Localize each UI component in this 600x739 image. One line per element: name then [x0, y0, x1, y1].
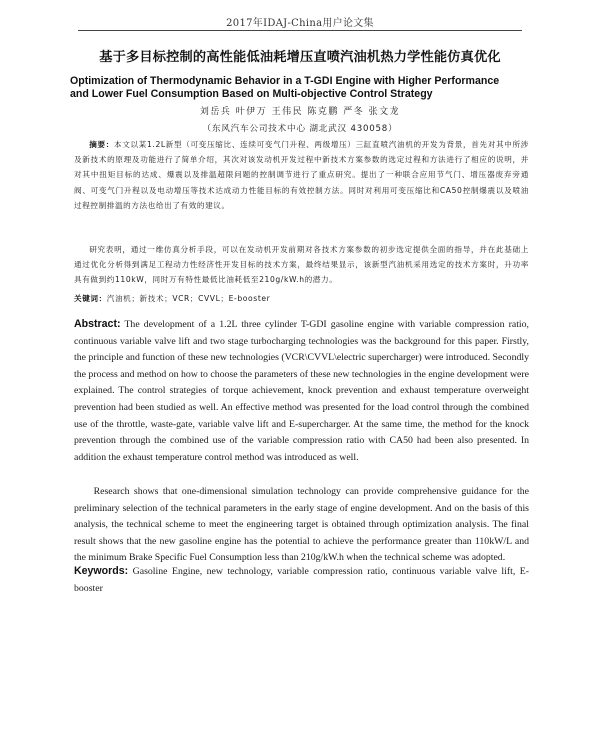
chinese-abstract-text: 本文以某1.2L新型（可变压缩比、连续可变气门升程、两级增压）三缸直喷汽油机的开发为背景，首先对其中所涉及新技术的原理及功能进行了简单介绍，其次对该发动机开发过程中新技术方案参数的选定过程和方法进行了相应的说明，并对其中扭矩目标的达成、爆震以及排温超限问题的控制调节进行了重点研究。提出了一种联合应用节气门、增压器废弃旁通阀、可变气门升程以及电动增压等技术达成动力性能目标的有效控制方法。同时对利用可变压缩比和CA50控制爆震以及喷油过程控制排温的方法也给出了有效的建议。: [74, 140, 529, 210]
chinese-keywords-label: 关键词：: [74, 294, 107, 303]
affiliation: （东风汽车公司技术中心 湖北武汉 430058）: [202, 124, 398, 134]
chinese-abstract: [74, 137, 529, 213]
english-title-line-2: and Lower Fuel Consumption Based on Multi-objective Control Strategy: [70, 88, 433, 100]
header-divider: [78, 30, 522, 31]
chinese-abstract-label: 摘要：: [89, 140, 114, 149]
english-title: [70, 75, 530, 101]
running-header: 2017年IDAJ-China用户论文集: [226, 18, 374, 29]
english-abstract-label: Abstract:: [74, 318, 121, 330]
english-research-paragraph: Research shows that one-dimensional simulation technology can provide comprehensive guidance for the preliminary selection of the technical parameters in the early stage of engine development. And on the basis of this analysis, the technical scheme to meet the engineering target is obtained through optimization analysis. The final result shows that the new gasoline engine has the potential to achieve the performance greater than 110kW/L and the minimum Brake Specific Fuel Consumption less than 210g/kW.h when the technical scheme was adopted.: [74, 486, 529, 564]
english-keywords: [74, 563, 529, 597]
chinese-keywords: [74, 291, 529, 306]
english-keywords-label: Keywords:: [74, 565, 129, 577]
english-keywords-text: Gasoline Engine, new technology, variable compression ratio, continuous variable valve lift, E-booster: [74, 566, 529, 594]
author-list: 刘岳兵 叶伊万 王伟民 陈克鹏 严冬 张文龙: [199, 107, 401, 117]
chinese-title: 基于多目标控制的高性能低油耗增压直喷汽油机热力学性能仿真优化: [99, 50, 501, 65]
chinese-keywords-text: 汽油机；新技术；VCR；CVVL；E-booster: [106, 294, 271, 303]
chinese-results-paragraph: 研究表明，通过一维仿真分析手段，可以在发动机开发前期对各技术方案参数的初步选定提供全面的指导，并在此基础上通过优化分析得到满足工程动力性经济性开发目标的技术方案，最终结果显示，该新型汽油机采用选定的技术方案时，升功率具有做到约110kW，同时万有特性最低比油耗低至210g/kW.h的潜力。: [74, 245, 529, 285]
english-abstract: [74, 316, 529, 466]
english-title-line-1: Optimization of Thermodynamic Behavior in a T-GDI Engine with Higher Performance: [70, 75, 500, 87]
english-abstract-text: The development of a 1.2L three cylinder T-GDI gasoline engine with variable compression ratio, continuous variable valve lift and two stage turbocharging technologies was the background for this paper. Firstly, the principle and function of these new technologies (VCR\CVVL\electric supercharger) were introduced. Secondly the process and method on how to choose the parameters of these new technologies in the engine development were explained. The control strategies of torque achievement, knock prevention and exhaust temperature overweight prevention had been studied as well. An effective method was presented for the load control through the combined use of the throttle, waste-gate, variable valve lift and E-supercharger. At the same time, the method for the knock prevention through the combined use of the variable compression ratio with CA50 had been also presented. In addition the exhaust temperature control method was introduced as well.: [74, 319, 529, 463]
